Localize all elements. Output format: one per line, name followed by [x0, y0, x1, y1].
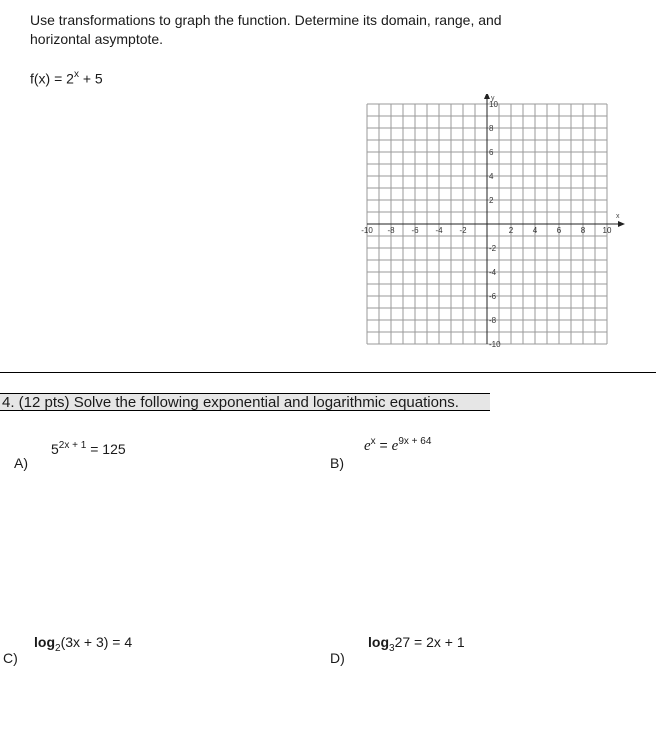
- x-tick-label: -8: [387, 226, 395, 235]
- y-axis-label: y: [491, 95, 495, 102]
- y-tick-label: 2: [489, 196, 494, 205]
- problem-d-rest: 27 = 2x + 1: [394, 634, 465, 650]
- y-tick-label: -4: [489, 268, 497, 277]
- problem-c-log: log: [34, 634, 55, 650]
- x-tick-label: -10: [361, 226, 373, 235]
- y-axis-arrow: [484, 94, 490, 99]
- problem-b-equals: =: [375, 437, 392, 453]
- problem-b-exponent-left: x: [370, 436, 376, 447]
- x-tick-label: 10: [602, 226, 612, 235]
- problem-b-label: B): [330, 455, 344, 471]
- coordinate-grid: [355, 94, 630, 356]
- problem-b-e-right: e: [391, 438, 399, 454]
- problem-b-equation: [364, 437, 431, 455]
- problem-d-equation: [368, 634, 465, 654]
- section-title: 4. (12 pts) Solve the following exponential and logarithmic equations.: [2, 394, 459, 411]
- y-tick-label: 6: [489, 148, 494, 157]
- x-tick-label: 6: [556, 226, 562, 235]
- function-exponent: x: [73, 69, 79, 80]
- x-axis-arrow: [618, 221, 625, 227]
- problem-c-base: 2: [55, 643, 61, 654]
- x-tick-label: -4: [435, 226, 443, 235]
- problem-c-rest: (3x + 3) = 4: [60, 634, 133, 650]
- y-tick-label: -6: [489, 292, 497, 301]
- problem-b-exponent-right: 9x + 64: [398, 436, 432, 447]
- problem-d-label: D): [330, 650, 345, 666]
- x-tick-label: -6: [411, 226, 419, 235]
- instructions-line-1: Use transformations to graph the function. Determine its domain, range, and: [30, 12, 502, 28]
- problem-c-equation: [34, 634, 133, 654]
- x-axis-label: x: [616, 213, 620, 220]
- problem-c-label: C): [3, 650, 18, 666]
- problem-a-rest: = 125: [86, 441, 126, 457]
- instructions-line-2: horizontal asymptote.: [30, 31, 164, 47]
- function-lhs: f(x) = 2: [30, 70, 74, 87]
- problem-a-label: A): [14, 455, 28, 471]
- instructions: [30, 11, 590, 49]
- problem-b-e-left: e: [364, 438, 371, 454]
- y-tick-label: 8: [489, 124, 494, 133]
- problem-d-base: 3: [389, 643, 395, 654]
- problem-d-log: log: [368, 634, 389, 650]
- y-tick-label: -10: [489, 340, 501, 349]
- section-separator: [0, 372, 656, 373]
- function-rest: + 5: [78, 70, 103, 87]
- y-tick-label: 10: [489, 100, 498, 109]
- problem-a-base: 5: [51, 441, 59, 457]
- y-tick-label: 4: [489, 172, 494, 181]
- x-tick-label: 2: [508, 226, 514, 235]
- x-tick-label: -2: [459, 226, 467, 235]
- problem-a-equation: [51, 441, 126, 457]
- problem-a-exponent: 2x + 1: [58, 440, 87, 451]
- y-tick-label: -2: [489, 244, 497, 253]
- y-tick-label: -8: [489, 316, 497, 325]
- x-tick-label: 4: [532, 226, 538, 235]
- x-tick-label: 8: [580, 226, 586, 235]
- function-definition: [30, 70, 103, 87]
